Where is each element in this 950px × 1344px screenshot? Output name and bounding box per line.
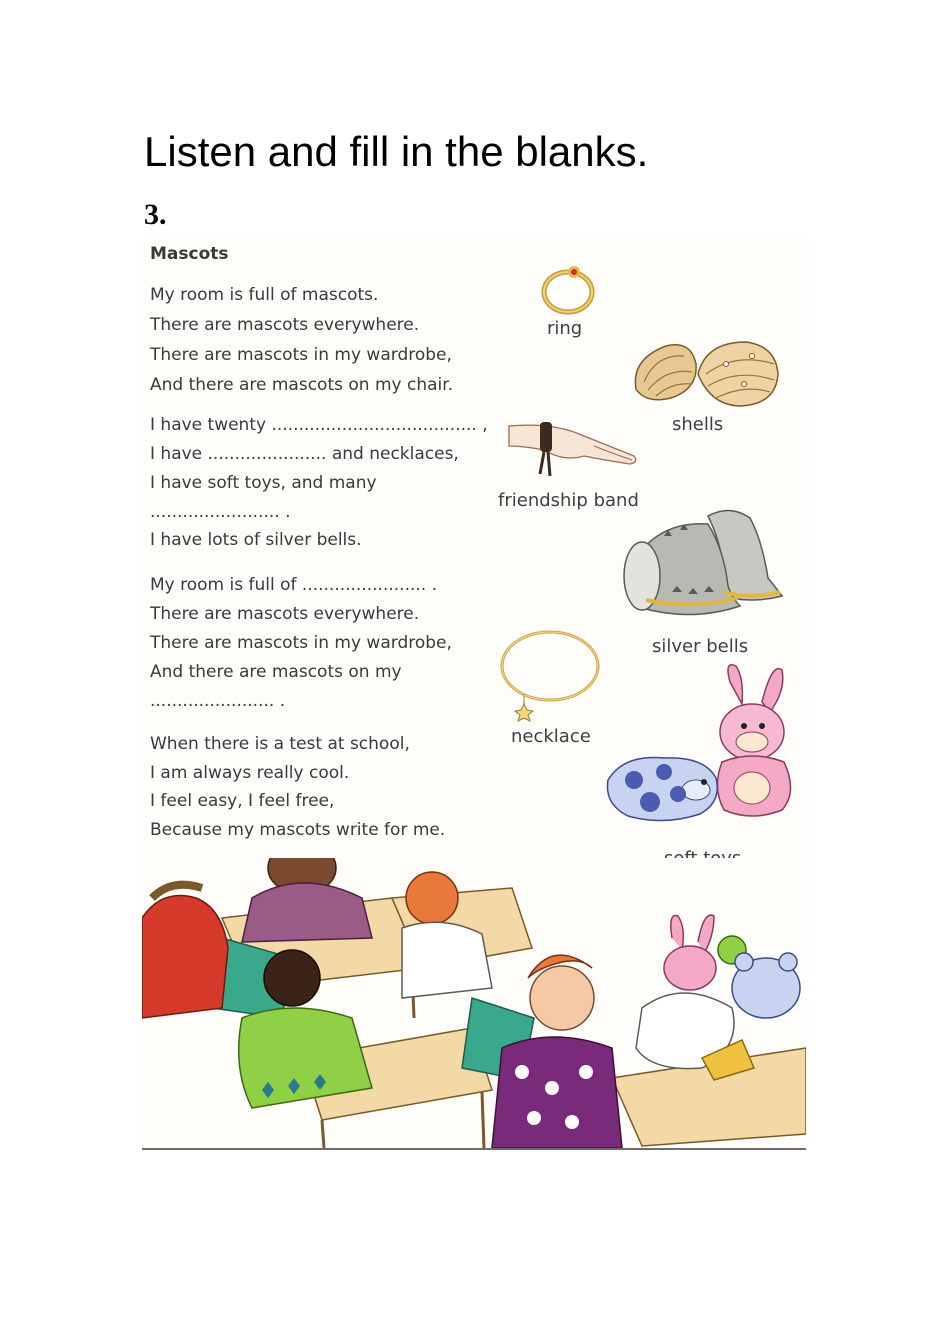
poem-line: I have soft toys, and many <box>150 473 377 493</box>
ring-icon <box>540 264 600 316</box>
shells-label: shells <box>672 414 724 435</box>
poem-line-blank: My room is full of ....................... . <box>150 575 437 595</box>
silver-bells-label: silver bells <box>652 636 749 657</box>
poem-line: There are mascots in my wardrobe, <box>150 345 452 365</box>
poem-line: I am always really cool. <box>150 763 350 783</box>
exercise-number: 3. <box>144 198 167 231</box>
necklace-icon <box>498 626 602 722</box>
poem-line-blank: ....................... . <box>150 691 286 711</box>
instruction-heading: Listen and fill in the blanks. <box>144 128 649 175</box>
poem-line-blank: I have ...................... and necklaces, <box>150 444 459 464</box>
poem-line-blank: ........................ . <box>150 502 291 522</box>
poem-line: And there are mascots on my chair. <box>150 375 454 395</box>
poem-line: There are mascots in my wardrobe, <box>150 633 452 653</box>
poem-line: There are mascots everywhere. <box>150 315 420 335</box>
poem-title: Mascots <box>150 244 229 264</box>
necklace-label: necklace <box>511 726 591 747</box>
shells-icon <box>626 334 786 414</box>
friendship-band-label: friendship band <box>498 490 639 511</box>
textbook-page <box>142 238 806 1150</box>
ring-label: ring <box>547 318 583 339</box>
page-bottom-rule <box>142 1148 806 1150</box>
poem-line: Because my mascots write for me. <box>150 820 446 840</box>
friendship-band-icon <box>504 416 644 486</box>
poem-line: There are mascots everywhere. <box>150 604 420 624</box>
silver-bells-icon <box>612 500 790 624</box>
soft-toys-icon <box>604 662 804 840</box>
poem-line: My room is full of mascots. <box>150 285 379 305</box>
poem-line: And there are mascots on my <box>150 662 402 682</box>
poem-line-blank: I have twenty ...................................... , <box>150 415 488 435</box>
poem-line: I have lots of silver bells. <box>150 530 362 550</box>
poem-line: I feel easy, I feel free, <box>150 791 335 811</box>
classroom-illustration <box>142 858 806 1148</box>
poem-line: When there is a test at school, <box>150 734 410 754</box>
